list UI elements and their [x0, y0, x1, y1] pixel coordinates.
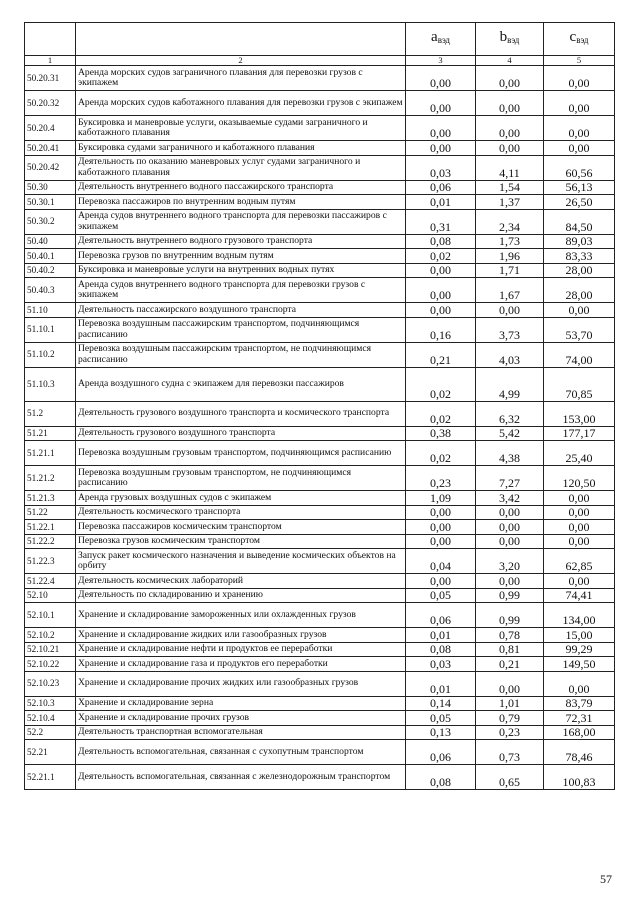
row-code: 51.22.2: [25, 534, 76, 549]
table-row: [25, 209, 615, 234]
row-code: 52.21.1: [25, 765, 76, 790]
row-value-a: 0,00: [406, 141, 476, 156]
table-row: [25, 91, 615, 116]
row-value-a: 0,31: [406, 209, 476, 234]
row-description: Перевозка грузов космическим транспортом: [76, 534, 406, 549]
row-value-b: 0,21: [476, 657, 544, 672]
table-row: [25, 441, 615, 466]
row-value-b: 0,23: [476, 725, 544, 740]
table-row: [25, 491, 615, 506]
row-code: 51.22.4: [25, 574, 76, 589]
row-value-a: 0,02: [406, 441, 476, 466]
table-row: [25, 671, 615, 696]
row-value-a: 0,16: [406, 317, 476, 342]
row-description: Перевозка воздушным пассажирским транспортом, подчиняющимся расписанию: [76, 317, 406, 342]
table-row: [25, 367, 615, 401]
row-code: 51.10: [25, 303, 76, 318]
header-cell-desc: [76, 23, 406, 56]
row-value-a: 0,04: [406, 549, 476, 574]
table-row: [25, 642, 615, 657]
row-value-c: 99,29: [544, 642, 615, 657]
row-description: Хранение и складирование нефти и продуктов ее переработки: [76, 642, 406, 657]
row-code: 50.20.31: [25, 66, 76, 91]
column-number: 1: [25, 56, 76, 66]
row-value-b: 0,00: [476, 141, 544, 156]
column-number: 3: [406, 56, 476, 66]
row-code: 51.21: [25, 426, 76, 441]
row-code: 52.10.23: [25, 671, 76, 696]
row-value-a: 0,08: [406, 234, 476, 249]
table-row: [25, 263, 615, 278]
row-code: 51.21.3: [25, 491, 76, 506]
row-code: 52.10.21: [25, 642, 76, 657]
document-table-wrapper: [24, 22, 614, 790]
row-description: Буксировка судами заграничного и каботажного плавания: [76, 141, 406, 156]
row-value-c: 0,00: [544, 574, 615, 589]
row-value-c: 100,83: [544, 765, 615, 790]
table-row: [25, 278, 615, 303]
row-code: 52.10.2: [25, 628, 76, 643]
row-value-b: 4,11: [476, 155, 544, 180]
row-value-a: 0,01: [406, 671, 476, 696]
row-value-b: 1,71: [476, 263, 544, 278]
table-row: [25, 725, 615, 740]
row-description: Аренда грузовых воздушных судов с экипажем: [76, 491, 406, 506]
row-value-a: 0,08: [406, 642, 476, 657]
row-value-b: 0,00: [476, 116, 544, 141]
row-value-b: 0,00: [476, 66, 544, 91]
row-code: 51.22.1: [25, 520, 76, 535]
row-value-a: 0,00: [406, 505, 476, 520]
row-description: Хранение и складирование прочих грузов: [76, 711, 406, 726]
row-value-b: 0,81: [476, 642, 544, 657]
row-value-b: 0,00: [476, 534, 544, 549]
row-value-c: 25,40: [544, 441, 615, 466]
row-code: 50.30: [25, 180, 76, 195]
row-value-a: 0,00: [406, 520, 476, 535]
row-value-a: 0,00: [406, 574, 476, 589]
row-value-c: 153,00: [544, 401, 615, 426]
row-code: 52.10: [25, 588, 76, 603]
row-code: 52.10.22: [25, 657, 76, 672]
row-value-b: 1,96: [476, 249, 544, 264]
row-value-a: 0,02: [406, 249, 476, 264]
table-row: [25, 765, 615, 790]
row-code: 51.21.1: [25, 441, 76, 466]
row-value-a: 0,13: [406, 725, 476, 740]
row-description: Деятельность транспортная вспомогательная: [76, 725, 406, 740]
table-row: [25, 426, 615, 441]
row-description: Хранение и складирование замороженных или охлажденных грузов: [76, 603, 406, 628]
row-description: Перевозка воздушным пассажирским транспортом, не подчиняющимся расписанию: [76, 342, 406, 367]
row-code: 51.10.2: [25, 342, 76, 367]
row-value-b: 1,01: [476, 696, 544, 711]
table-row: [25, 520, 615, 535]
header-cell-code: [25, 23, 76, 56]
row-value-b: 0,99: [476, 603, 544, 628]
table-row: [25, 466, 615, 491]
row-value-c: 0,00: [544, 520, 615, 535]
row-value-a: 0,00: [406, 91, 476, 116]
row-code: 51.10.3: [25, 367, 76, 401]
row-value-a: 0,00: [406, 303, 476, 318]
table-row: [25, 180, 615, 195]
row-value-a: 0,06: [406, 180, 476, 195]
row-value-c: 74,00: [544, 342, 615, 367]
row-description: Хранение и складирование газа и продуктов его переработки: [76, 657, 406, 672]
row-value-c: 0,00: [544, 491, 615, 506]
row-value-b: 3,42: [476, 491, 544, 506]
table-row: [25, 711, 615, 726]
row-value-b: 2,34: [476, 209, 544, 234]
table-row: [25, 155, 615, 180]
row-description: Перевозка воздушным грузовым транспортом, не подчиняющимся расписанию: [76, 466, 406, 491]
table-row: [25, 549, 615, 574]
row-value-b: 0,00: [476, 303, 544, 318]
page-number: 57: [600, 872, 612, 886]
row-description: Аренда судов внутреннего водного транспорта для перевозки грузов с экипажем: [76, 278, 406, 303]
row-value-c: 177,17: [544, 426, 615, 441]
row-value-a: 0,00: [406, 534, 476, 549]
row-code: 52.10.3: [25, 696, 76, 711]
row-value-b: 0,00: [476, 574, 544, 589]
row-code: 50.40: [25, 234, 76, 249]
row-value-a: 0,21: [406, 342, 476, 367]
row-description: Деятельность космических лабораторий: [76, 574, 406, 589]
row-value-c: 0,00: [544, 505, 615, 520]
row-value-c: 28,00: [544, 263, 615, 278]
row-description: Хранение и складирование жидких или газообразных грузов: [76, 628, 406, 643]
row-value-b: 0,78: [476, 628, 544, 643]
table-row: [25, 574, 615, 589]
table-row: [25, 628, 615, 643]
row-value-b: 1,54: [476, 180, 544, 195]
row-value-a: 0,01: [406, 628, 476, 643]
row-value-c: 120,50: [544, 466, 615, 491]
row-value-b: 1,67: [476, 278, 544, 303]
row-value-c: 0,00: [544, 116, 615, 141]
table-row: [25, 505, 615, 520]
row-description: Хранение и складирование прочих жидких или газообразных грузов: [76, 671, 406, 696]
row-value-a: 0,03: [406, 657, 476, 672]
row-value-c: 62,85: [544, 549, 615, 574]
table-row: [25, 116, 615, 141]
table-row: [25, 740, 615, 765]
column-number: 4: [476, 56, 544, 66]
row-description: Аренда морских судов заграничного плавания для перевозки грузов с экипажем: [76, 66, 406, 91]
table-row: [25, 588, 615, 603]
row-value-a: 0,02: [406, 367, 476, 401]
row-code: 52.10.1: [25, 603, 76, 628]
row-value-a: 0,00: [406, 66, 476, 91]
row-value-c: 28,00: [544, 278, 615, 303]
row-value-a: 0,00: [406, 278, 476, 303]
row-value-a: 0,06: [406, 603, 476, 628]
row-code: 51.21.2: [25, 466, 76, 491]
row-description: Хранение и складирование зерна: [76, 696, 406, 711]
row-value-c: 0,00: [544, 141, 615, 156]
table-row: [25, 66, 615, 91]
row-value-a: 0,06: [406, 740, 476, 765]
row-description: Деятельность пассажирского воздушного транспорта: [76, 303, 406, 318]
row-value-c: 83,79: [544, 696, 615, 711]
row-code: 50.40.1: [25, 249, 76, 264]
row-code: 52.21: [25, 740, 76, 765]
row-value-b: 0,99: [476, 588, 544, 603]
row-value-b: 3,20: [476, 549, 544, 574]
row-value-c: 83,33: [544, 249, 615, 264]
row-description: Деятельность внутреннего водного пассажирского транспорта: [76, 180, 406, 195]
row-value-b: 0,00: [476, 671, 544, 696]
row-code: 50.30.1: [25, 195, 76, 210]
row-value-c: 56,13: [544, 180, 615, 195]
table-row: [25, 195, 615, 210]
coefficients-table: [24, 22, 615, 790]
table-row: [25, 317, 615, 342]
row-value-b: 7,27: [476, 466, 544, 491]
row-description: Деятельность по оказанию маневровых услуг судами заграничного и каботажного плавания: [76, 155, 406, 180]
row-value-b: 4,99: [476, 367, 544, 401]
row-description: Деятельность космического транспорта: [76, 505, 406, 520]
row-value-b: 3,73: [476, 317, 544, 342]
row-description: Перевозка грузов по внутренним водным путям: [76, 249, 406, 264]
row-code: 50.40.3: [25, 278, 76, 303]
table-row: [25, 657, 615, 672]
row-value-b: 0,79: [476, 711, 544, 726]
row-value-b: 5,42: [476, 426, 544, 441]
row-value-a: 0,14: [406, 696, 476, 711]
table-row: [25, 234, 615, 249]
row-value-a: 0,00: [406, 263, 476, 278]
row-value-b: 6,32: [476, 401, 544, 426]
row-description: Аренда судов внутреннего водного транспорта для перевозки пассажиров с экипажем: [76, 209, 406, 234]
row-code: 51.10.1: [25, 317, 76, 342]
row-value-c: 74,41: [544, 588, 615, 603]
row-value-c: 0,00: [544, 303, 615, 318]
row-code: 50.20.42: [25, 155, 76, 180]
row-code: 50.40.2: [25, 263, 76, 278]
row-code: 51.22.3: [25, 549, 76, 574]
table-header-row: [25, 23, 615, 56]
row-value-a: 0,02: [406, 401, 476, 426]
row-value-c: 70,85: [544, 367, 615, 401]
row-value-c: 53,70: [544, 317, 615, 342]
row-code: 50.20.32: [25, 91, 76, 116]
column-number: 2: [76, 56, 406, 66]
row-description: Перевозка пассажиров космическим транспортом: [76, 520, 406, 535]
table-row: [25, 141, 615, 156]
row-description: Буксировка и маневровые услуги, оказываемые судами заграничного и каботажного плавания: [76, 116, 406, 141]
row-value-a: 1,09: [406, 491, 476, 506]
table-row: [25, 249, 615, 264]
header-cell-b: $b_{вэд}$: [476, 23, 544, 56]
table-row: [25, 534, 615, 549]
row-value-a: 0,38: [406, 426, 476, 441]
row-code: 50.20.4: [25, 116, 76, 141]
row-code: 51.22: [25, 505, 76, 520]
row-value-b: 0,65: [476, 765, 544, 790]
row-code: 50.20.41: [25, 141, 76, 156]
row-value-a: 0,01: [406, 195, 476, 210]
row-value-c: 0,00: [544, 91, 615, 116]
row-value-c: 134,00: [544, 603, 615, 628]
table-row: [25, 342, 615, 367]
row-code: 51.2: [25, 401, 76, 426]
row-value-a: 0,05: [406, 711, 476, 726]
row-description: Деятельность грузового воздушного транспорта и космического транспорта: [76, 401, 406, 426]
row-code: 52.10.4: [25, 711, 76, 726]
row-value-b: 1,37: [476, 195, 544, 210]
row-description: Деятельность грузового воздушного транспорта: [76, 426, 406, 441]
row-value-c: 89,03: [544, 234, 615, 249]
row-description: Деятельность вспомогательная, связанная с железнодорожным транспортом: [76, 765, 406, 790]
row-description: Запуск ракет космического назначения и выведение космических объектов на орбиту: [76, 549, 406, 574]
row-value-a: 0,05: [406, 588, 476, 603]
table-row: [25, 696, 615, 711]
row-value-b: 1,73: [476, 234, 544, 249]
header-cell-a: $a_{вэд}$: [406, 23, 476, 56]
row-value-b: 0,00: [476, 505, 544, 520]
row-description: Деятельность внутреннего водного грузового транспорта: [76, 234, 406, 249]
row-value-c: 60,56: [544, 155, 615, 180]
row-value-c: 72,31: [544, 711, 615, 726]
row-value-b: 4,03: [476, 342, 544, 367]
row-description: Деятельность по складированию и хранению: [76, 588, 406, 603]
row-description: Аренда морских судов каботажного плавания для перевозки грузов с экипажем: [76, 91, 406, 116]
row-value-a: 0,23: [406, 466, 476, 491]
row-value-b: 0,00: [476, 91, 544, 116]
row-description: Перевозка пассажиров по внутренним водным путям: [76, 195, 406, 210]
row-value-a: 0,08: [406, 765, 476, 790]
row-code: 50.30.2: [25, 209, 76, 234]
row-code: 52.2: [25, 725, 76, 740]
row-value-b: 0,00: [476, 520, 544, 535]
row-value-c: 78,46: [544, 740, 615, 765]
row-description: Перевозка воздушным грузовым транспортом, подчиняющимся расписанию: [76, 441, 406, 466]
row-value-c: 84,50: [544, 209, 615, 234]
row-value-c: 0,00: [544, 671, 615, 696]
table-row: [25, 401, 615, 426]
row-value-b: 4,38: [476, 441, 544, 466]
table-row: [25, 603, 615, 628]
row-description: Деятельность вспомогательная, связанная с сухопутным транспортом: [76, 740, 406, 765]
row-value-c: 149,50: [544, 657, 615, 672]
table-row: [25, 303, 615, 318]
column-number-row: [25, 56, 615, 66]
row-value-c: 15,00: [544, 628, 615, 643]
row-value-c: 0,00: [544, 66, 615, 91]
column-number: 5: [544, 56, 615, 66]
row-value-a: 0,03: [406, 155, 476, 180]
row-value-c: 168,00: [544, 725, 615, 740]
row-value-a: 0,00: [406, 116, 476, 141]
row-value-b: 0,73: [476, 740, 544, 765]
header-cell-c: $c_{вэд}$: [544, 23, 615, 56]
row-description: Буксировка и маневровые услуги на внутренних водных путях: [76, 263, 406, 278]
row-description: Аренда воздушного судна с экипажем для перевозки пассажиров: [76, 367, 406, 401]
row-value-c: 26,50: [544, 195, 615, 210]
row-value-c: 0,00: [544, 534, 615, 549]
